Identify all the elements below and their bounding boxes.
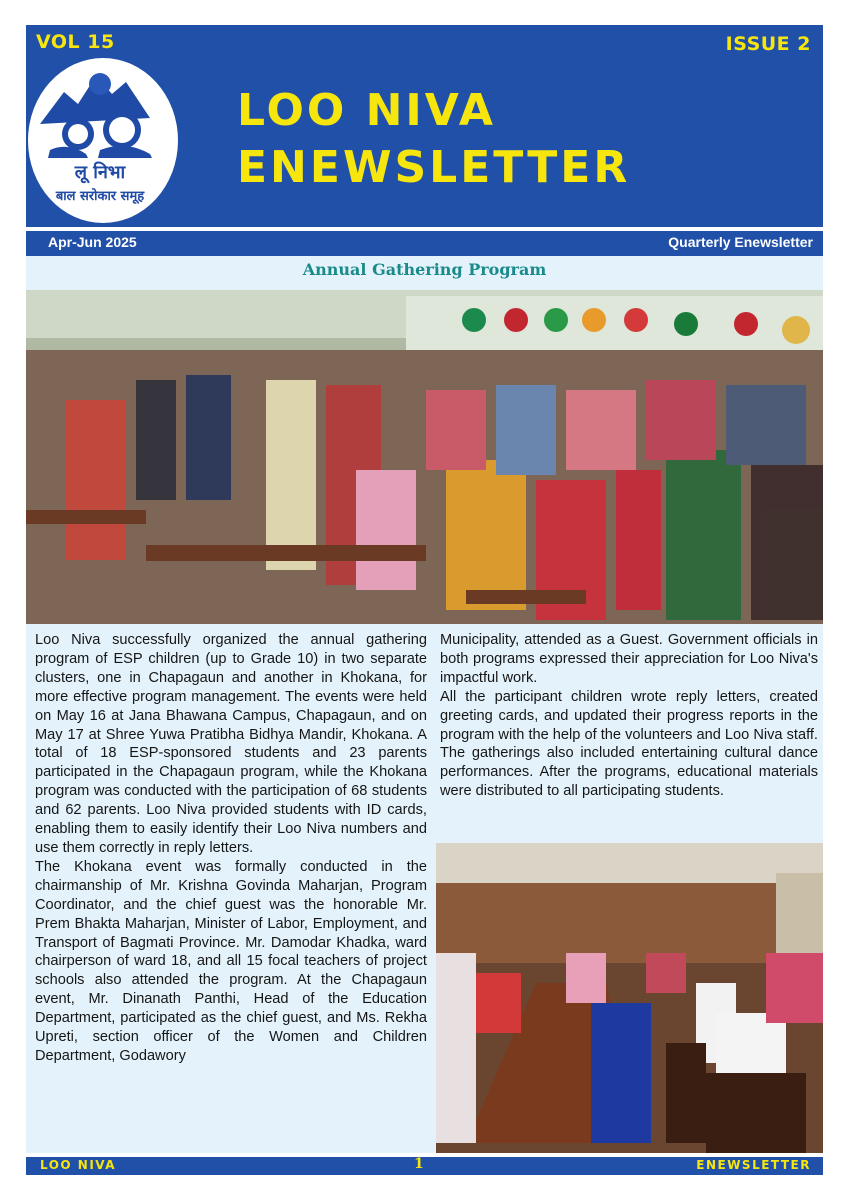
logo-text-bottom: बाल सरोकार समूह	[55, 189, 145, 204]
footer-publication: ENEWSLETTER	[696, 1158, 811, 1172]
seated-students-photo	[436, 843, 823, 1153]
loo-niva-logo	[28, 58, 178, 223]
article-heading: Annual Gathering Program	[302, 260, 547, 279]
newsletter-title	[237, 82, 630, 196]
article-paragraph: Loo Niva successfully organized the annual gathering program of ESP children (up to Grade 10) in two separate clusters, one in Chapagaun and another in Khokana, for more effective program management. The events were held on May 16 at Jana Bhawana Campus, Chapagaun, and on May 17 at Shree Yuwa Pratibha Bidhya Mandir, Khokana. A total of 18 ESP-sponsored students and 23 parents participated in the Chapagaun program, while the Khokana program was conducted with the participation of 68 students and 62 parents. Loo Niva provided students with ID cards, enabling them to easily identify their Loo Niva numbers and use them correctly in reply letters.	[35, 632, 427, 856]
article-column-left	[35, 631, 427, 1066]
logo-graphic	[28, 58, 178, 223]
issue-label: ISSUE 2	[725, 33, 811, 55]
gathering-group-photo	[26, 290, 823, 624]
page-number: 1	[414, 1156, 424, 1172]
article-paragraph: All the participant children wrote reply letters, created greeting cards, and updated their progress reports in the program with the help of the volunteers and Loo Niva staff. The gatherings also included entertaining cultural dance performances. After the programs, educational materials were distributed to all participating students.	[440, 688, 818, 800]
title-line-2: ENEWSLETTER	[237, 142, 631, 193]
issue-date: Apr-Jun 2025	[48, 234, 137, 250]
volume-label: VOL 15	[36, 31, 115, 53]
article-column-right	[440, 631, 818, 801]
article-paragraph: The Khokana event was formally conducted in the chairmanship of Mr. Krishna Govinda Maharjan, Program Coordinator, and the chief guest was the honorable Mr. Prem Bhakta Maharjan, Minister of Labor, Employment, and Transport of Bagmati Province. Mr. Damodar Khadka, ward chairperson of ward 18, and all 15 focal teachers of project schools also attended the program. At the Chapagaun event, Mr. Dinanath Panthi, Head of the Education Department, participated as the chief guest, and Ms. Rekha Upreti, section officer of the Women and Children Department, Godawory	[35, 858, 427, 1064]
logo-text-top: लू निभा	[74, 162, 126, 183]
newsletter-type: Quarterly Enewsletter	[668, 234, 813, 250]
sun-icon	[89, 73, 111, 95]
title-line-1: LOO NIVA	[237, 85, 496, 136]
footer-org-name: LOO NIVA	[40, 1158, 117, 1172]
article-paragraph: Municipality, attended as a Guest. Government officials in both programs expressed their appreciation for Loo Niva's impactful work.	[440, 632, 818, 686]
